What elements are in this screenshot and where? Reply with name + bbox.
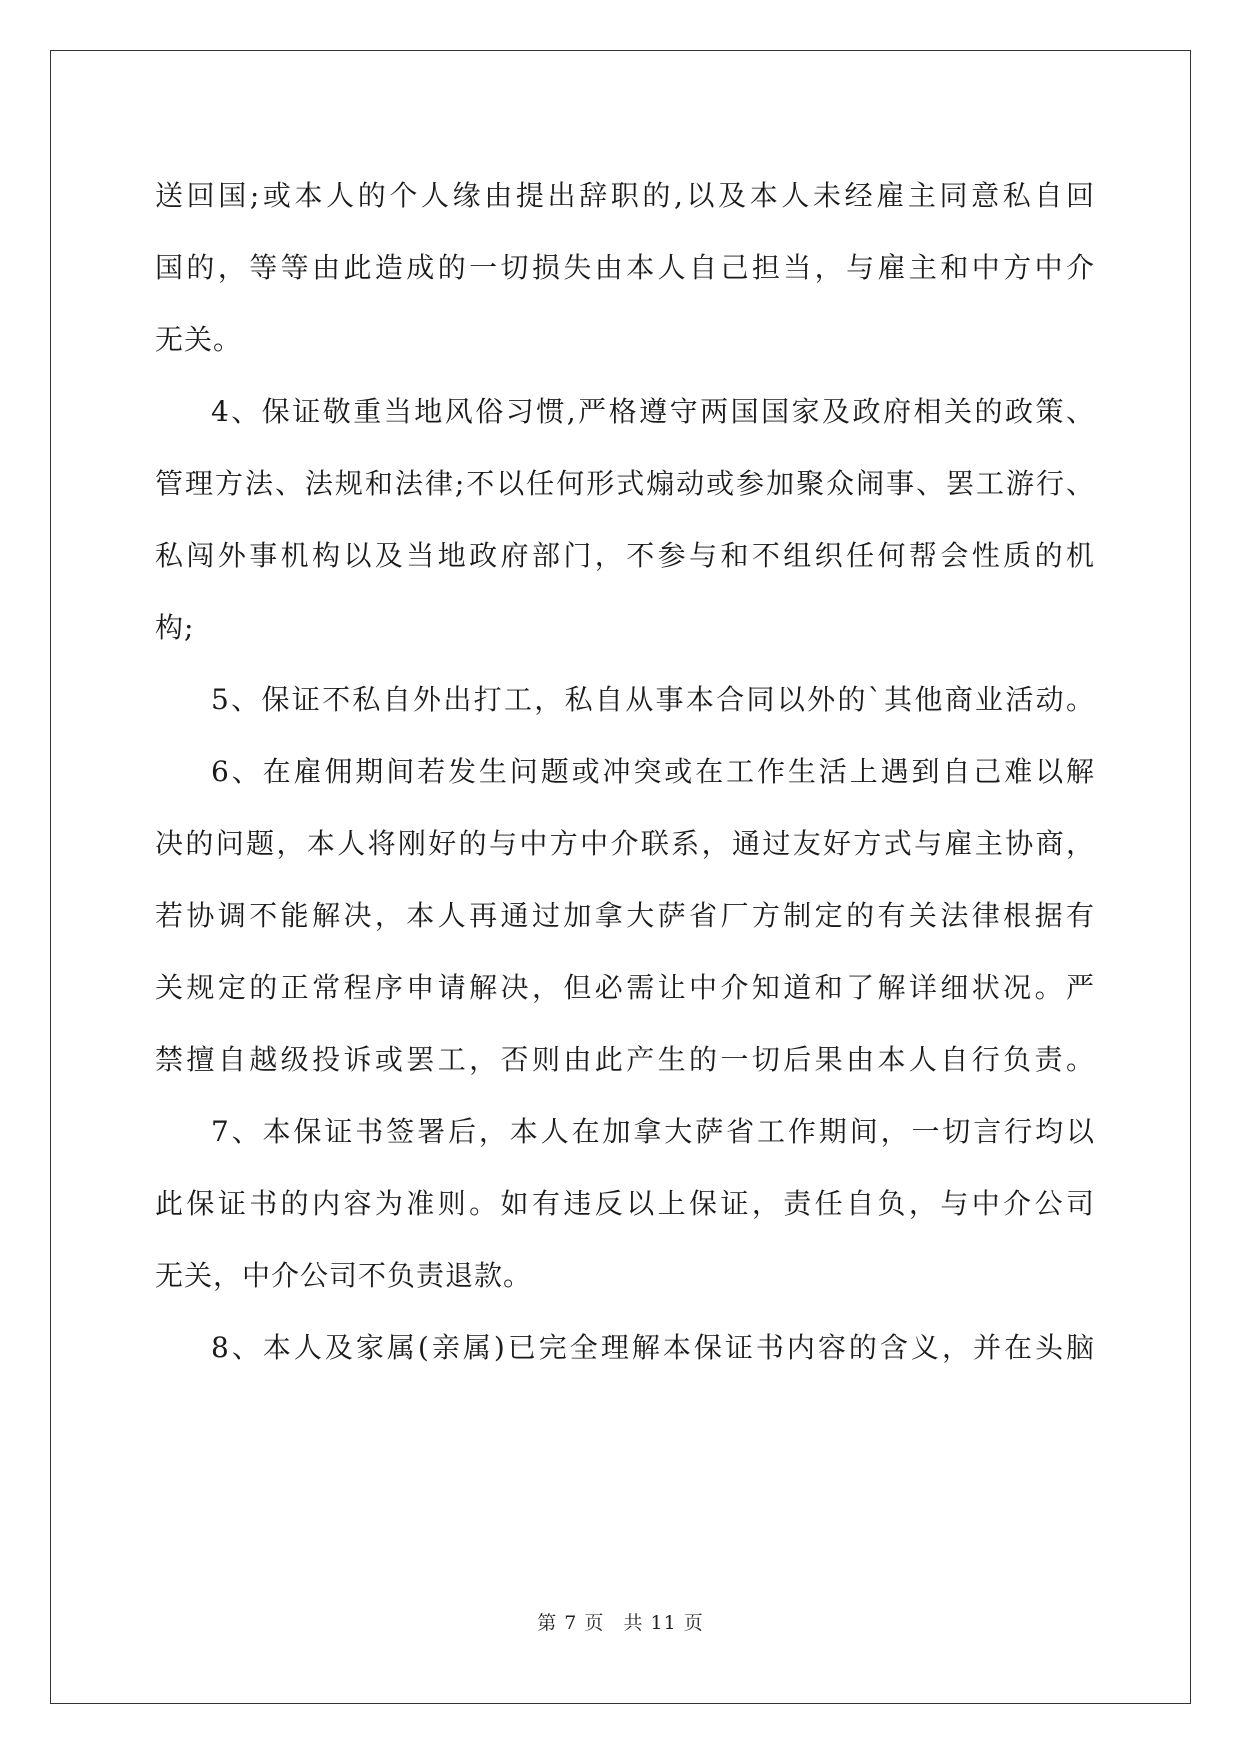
clause-6-line-4: 关规定的正常程序申请解决，但必需让中介知道和了解详细状况。严 xyxy=(155,971,1095,1004)
clause-4-line-4: 构; xyxy=(155,611,195,644)
clause-7-line-3: 无关，中介公司不负责退款。 xyxy=(155,1259,533,1292)
clause-6-line-5: 禁擅自越级投诉或罢工，否则由此产生的一切后果由本人自行负责。 xyxy=(155,1043,1095,1076)
clause-7-line-1: 7、本保证书签署后，本人在加拿大萨省工作期间，一切言行均以 xyxy=(211,1115,1095,1148)
page-number: 第 7 页 xyxy=(537,1612,605,1634)
clause-4-line-3: 私闯外事机构以及当地政府部门，不参与和不组织任何帮会性质的机 xyxy=(155,539,1095,572)
page-footer xyxy=(0,1608,1241,1635)
document-body xyxy=(155,160,1095,1384)
text-line-3: 无关。 xyxy=(155,323,243,356)
clause-4-line-1: 4、保证敬重当地风俗习惯,严格遵守两国国家及政府相关的政策、 xyxy=(211,395,1095,428)
clause-4-line-2: 管理方法、法规和法律;不以任何形式煽动或参加聚众闹事、罢工游行、 xyxy=(155,467,1095,500)
text-line-2: 国的，等等由此造成的一切损失由本人自己担当，与雇主和中方中介 xyxy=(155,251,1095,284)
text-line-1: 送回国;或本人的个人缘由提出辞职的,以及本人未经雇主同意私自回 xyxy=(155,179,1095,212)
clause-6-line-3: 若协调不能解决，本人再通过加拿大萨省厂方制定的有关法律根据有 xyxy=(155,899,1095,932)
clause-5-line-1: 5、保证不私自外出打工，私自从事本合同以外的`其他商业活动。 xyxy=(211,683,1095,716)
page-total: 共 11 页 xyxy=(623,1612,704,1634)
clause-6-line-1: 6、在雇佣期间若发生问题或冲突或在工作生活上遇到自己难以解 xyxy=(211,755,1095,788)
clause-8-line-1: 8、本人及家属(亲属)已完全理解本保证书内容的含义，并在头脑 xyxy=(211,1331,1095,1364)
clause-6-line-2: 决的问题，本人将刚好的与中方中介联系，通过友好方式与雇主协商， xyxy=(155,827,1095,860)
clause-7-line-2: 此保证书的内容为准则。如有违反以上保证，责任自负，与中介公司 xyxy=(155,1187,1095,1220)
